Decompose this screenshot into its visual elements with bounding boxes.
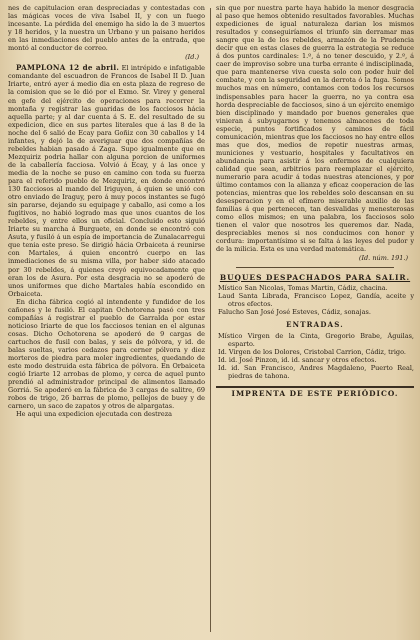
- section-divider: [236, 267, 394, 268]
- imprint-footer: IMPRENTA DE ESTE PERIÓDICO.: [216, 386, 414, 398]
- source-citation: (Id.): [185, 53, 199, 62]
- ship-entry: Falucho San José José Esteves, Cádiz, sonajas.: [218, 307, 371, 316]
- left-column: [8, 4, 205, 636]
- right-column: [216, 4, 414, 636]
- article-continuation-right: sin que por nuestra parte haya habido la menor desgracia al paso que hemos obtenido resultados favorables. Muchas expediciones de igual naturaleza darian los mismos resultados y conseguiríamos el triunfo sin derramar mas sangre que la de los rebeldes, armazón de la Prudencia decir que en estas clases de guerra la estrategia se reduce á dos puntos cardinales: 1.º, á no tener descuido, y 2.º, á caer de improviso sobre una turba errante é indisciplinada, que para mantenerse viva cuesta solo con poder huir del combate, y con la seguridad en la derrota ó la fuga. Somos muchos mas en número, contamos con todos los recursos indispensables para hacer la guerra, no ya contra esa horda despreciable de facciosos, sino á un ejército enemigo bien disciplinado y mandado por buenos generales que vinieran á subyugarnos y tenemos almacenes de toda especie, puntos fortificados y caminos de fácil comunicación, mientras que los facciosos no hay entre ellos mas que dos, medios de repetir nuestras armas, municiones y vestuario, hospitales y facultativos en abundancia para asistir á los enfermos de cualquiera calidad que sean, arbitrios para reemplazar el ejército, numerario para acudir á todas nuestras atenciones, y por último contamos con la alianza y eficaz cooperacion de las potencias, mientras que los rebeldes solo descansan en su desesperacion y en el efímero miserable auxilio de las familias á que pertenecen, tan desvalidas y menesterosas como ellos mismos; en una palabra, los facciosos solo tienen el valor que nosotros les queremos dar. Nada, despreciables menos si nos conducimos con honor y cordura: importantísimo si se falta á las leyes del pudor y de la milicia. Esta es una verdad matemática.: [216, 4, 414, 254]
- dateline: PAMPLONA 12 de abril.: [16, 63, 120, 73]
- pamplona-article-lead: [8, 64, 205, 297]
- ship-entry: Id. id. San Francisco, Andres Magdaleno, Puerto Real, piedras de tahona.: [218, 363, 414, 381]
- ship-entry: Id. Virgen de los Dolores, Cristobal Carrion, Cádiz, trigo.: [218, 347, 406, 356]
- ships-departed-heading: BUQUES DESPACHADOS PARA SALIR.: [219, 272, 411, 282]
- pamplona-article-end: He aqui una expedicion ejecutada con destreza: [16, 410, 173, 419]
- ships-arrived-heading: ENTRADAS.: [286, 319, 344, 329]
- pamplona-article-text: El intrépido e infatigable comandante del escuadron de Francos de Isabel II D. Juan Iriarte, entró ayer á medio dia en esta plaza de regreso de la comision que se le dió por el Exmo. Sr. Virey y general en gefe del ejército de operaciones para recorrer la montaña y registrar las guaridas de los facciosos hácia aquella parte; y al dar cuenta á S. E. del resultado de su expedicion, dice en sus partes literales que á las 8 de la noche del 6 salió de Ecay para Goñiz con 30 caballos y 14 infantes, y dejó la de averiguar que dos compañías de rebeldes habian pasado á Zaga. Supo igualmente que en Mezquiriz podria hallar con alguna porcion de uniformes de la caballería facciosa. Volvió á Ecay, y á las once y media de la noche se puso en camino con toda su fuerza para el referido pueblo de Mezquiriz, en donde encontró 130 facciosos al mando del Iriguyen, á quien se unió con otro enviado de Iraguy, pero á muy pocos instantes se fugó sin pararse, dejando su equipage y caballo, asi como a los fugitivos, no habió logrado mas que unos cuantos de los rebeldes, y entre ellos un oficial. Concluido esto siguió Iriarte su marcha á Burguete, en donde se encontró con Asuta, y fusiló á un espía de importancia de Zunalacarregui que tenia este preso. Se dirigió hácia Orbaiceta á reunirse con Martales, á quien encontró cuerpo en las inmediaciones de su misma villa, por haber sido atacado por 30 rebeldes, á quienes creyó equivocadamente que eran los de Asura. Por esta desgracia no se apoderó de unos uniformes que dicho Martales había escondido en Orbaiceta.: [8, 64, 205, 298]
- ship-entry: Místico Virgen de la Cinta, Gregorio Brabe, Águilas, esparto.: [218, 331, 414, 348]
- article-continuation: nes de capitulacion eran despreciadas y contestadas con las mágicas voces de viva Isabel II, y con un fuego incesante. La pérdida del enemigo ha sido la de 3 muertos y 18 heridos, y la nuestra un Urbano y un paisano heridos en las inmediaciones del pueblo antes de la entrada, que montó al conductor de correo.: [8, 4, 205, 53]
- ship-entry: Místico San Nicolas, Tomas Martin, Cádiz, chacina.: [218, 283, 388, 292]
- ship-entry: Laud Santa Librada, Francisco Lopez, Gandía, aceite y otros efectos.: [218, 291, 414, 308]
- pamplona-article-body: En dicha fábrica cogió al intendente y fundidor de los cañones y le fusiló. El capitan Ochotorena pasó con tres compañías á registrar el pueblo de Garralda por estar noticioso Iriarte de que los facciosos tenian en el algunas cosas. Dicho Ochotorena se apoderó de 9 cargas de cartuchos de fusil con balas, y seis de pólvora, y id. de balas sueltas, varios cedazos para cerner pólvora y diez morteros de piedra para moler ingredientes, quedando de este modo destruida esta fábrica de pólvora. En Orbaiceta cogió Iriarte 12 arrobas de plomo, y cerca de aquel punto prendió al administrador principal de alimentos llamado Gorriá. Se apoderó en la fábrica de 3 cargas de salitre, 69 robos de trigo, 26 barras de plomo, pellejos de buey y de carnero, un saco de zapatos y otros de alpargatas.: [8, 297, 205, 411]
- ship-entry: Id. id. José Pinzon, id. id. sancar y otros efectos.: [218, 355, 377, 364]
- source-citation-right: (Id. núm. 191.): [358, 254, 408, 263]
- column-divider: [210, 8, 211, 632]
